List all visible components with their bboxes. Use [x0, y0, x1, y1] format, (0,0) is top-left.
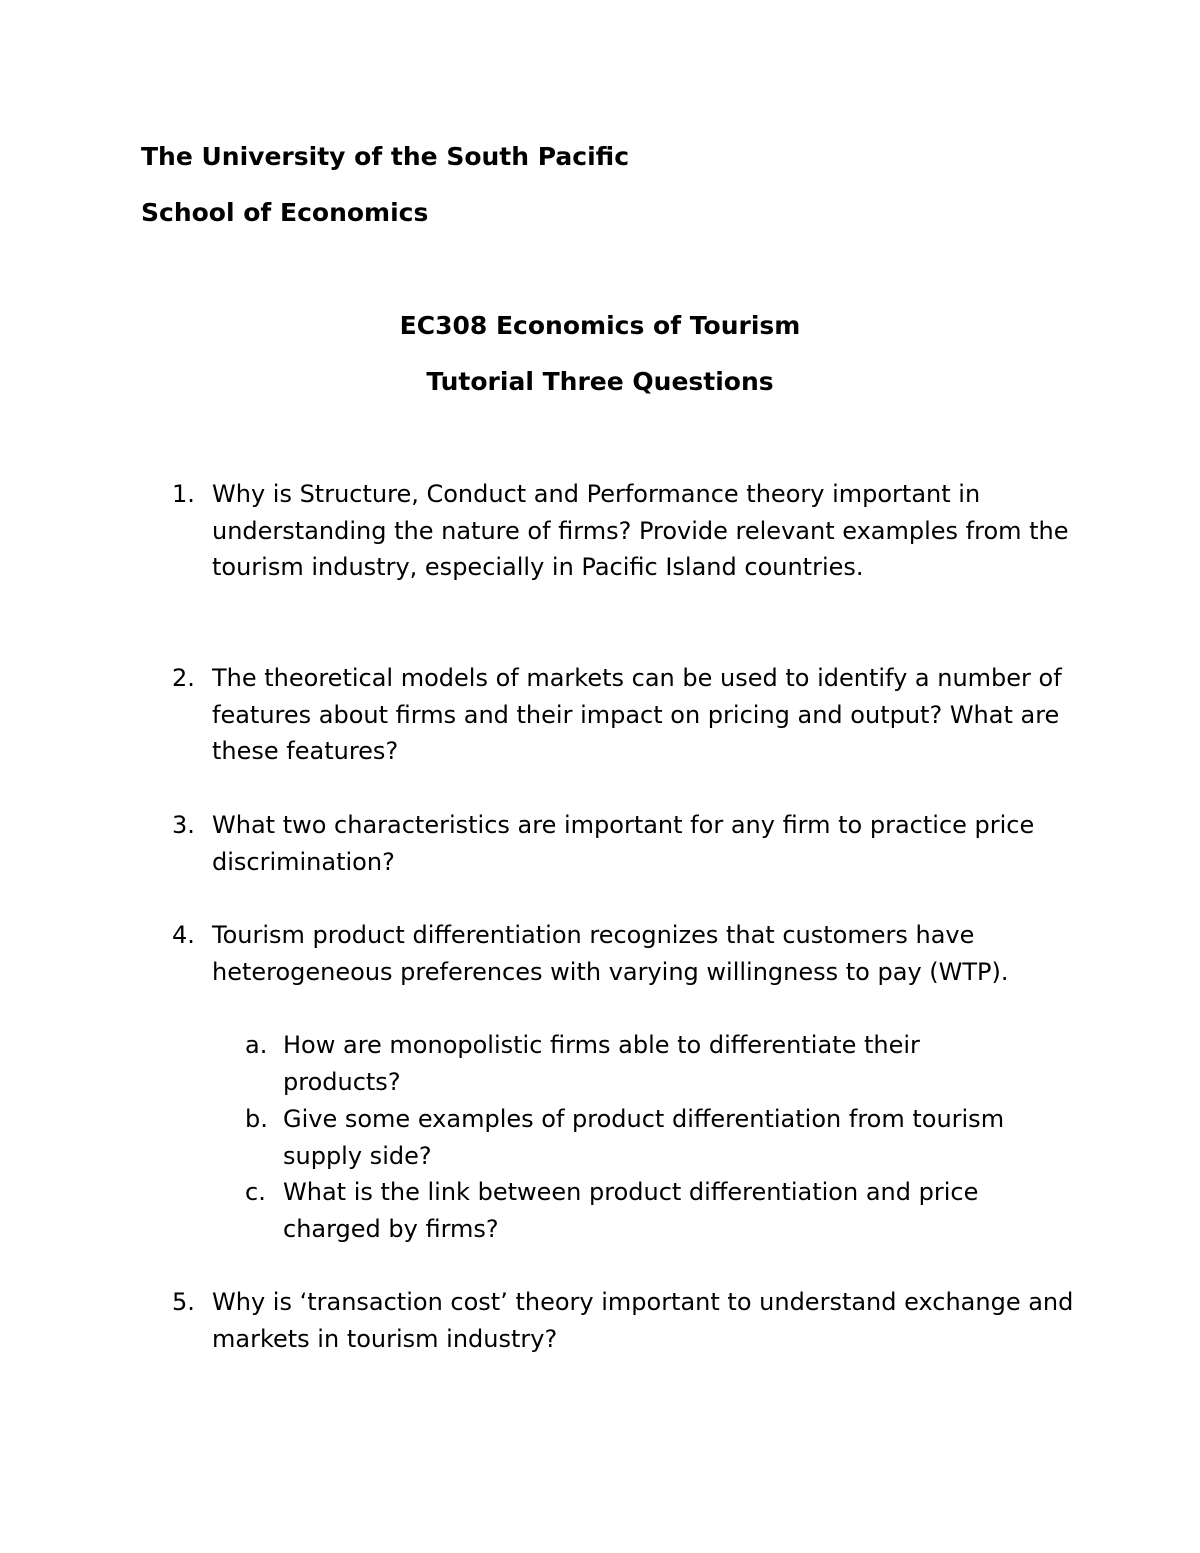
question-text: Why is Structure, Conduct and Performance theory important in understanding the nature of firms? Provide relevant examples from the tourism industry, especially in Pacific Island countries.: [212, 480, 1069, 582]
sub-question-text: Give some examples of product differentiation from tourism supply side?: [283, 1105, 1005, 1170]
question-text: The theoretical models of markets can be used to identify a number of features about firms and their impact on pricing and output? What are these features?: [212, 664, 1062, 766]
university-name: The University of the South Pacific: [141, 142, 630, 171]
question-number: 1.: [172, 480, 195, 508]
tutorial-title: Tutorial Three Questions: [426, 367, 774, 396]
question-number: 3.: [172, 811, 195, 839]
course-title: EC308 Economics of Tourism: [399, 311, 801, 340]
sub-question-letter: b.: [245, 1105, 268, 1133]
question-number: 5.: [172, 1288, 195, 1316]
question-number: 4.: [172, 921, 195, 949]
sub-question-text: How are monopolistic firms able to differentiate their products?: [283, 1031, 920, 1096]
sub-question-text: What is the link between product differentiation and price charged by firms?: [283, 1178, 979, 1243]
sub-question-letter: a.: [245, 1031, 268, 1059]
sub-question-letter: c.: [245, 1178, 266, 1206]
question-text: Why is ‘transaction cost’ theory important to understand exchange and markets in tourism industry?: [212, 1288, 1074, 1353]
question-text: Tourism product differentiation recognizes that customers have heterogeneous preferences with varying willingness to pay (WTP).: [212, 921, 1009, 986]
question-number: 2.: [172, 664, 195, 692]
question-text: What two characteristics are important for any firm to practice price discrimination?: [212, 811, 1035, 876]
school-name: School of Economics: [141, 198, 429, 227]
